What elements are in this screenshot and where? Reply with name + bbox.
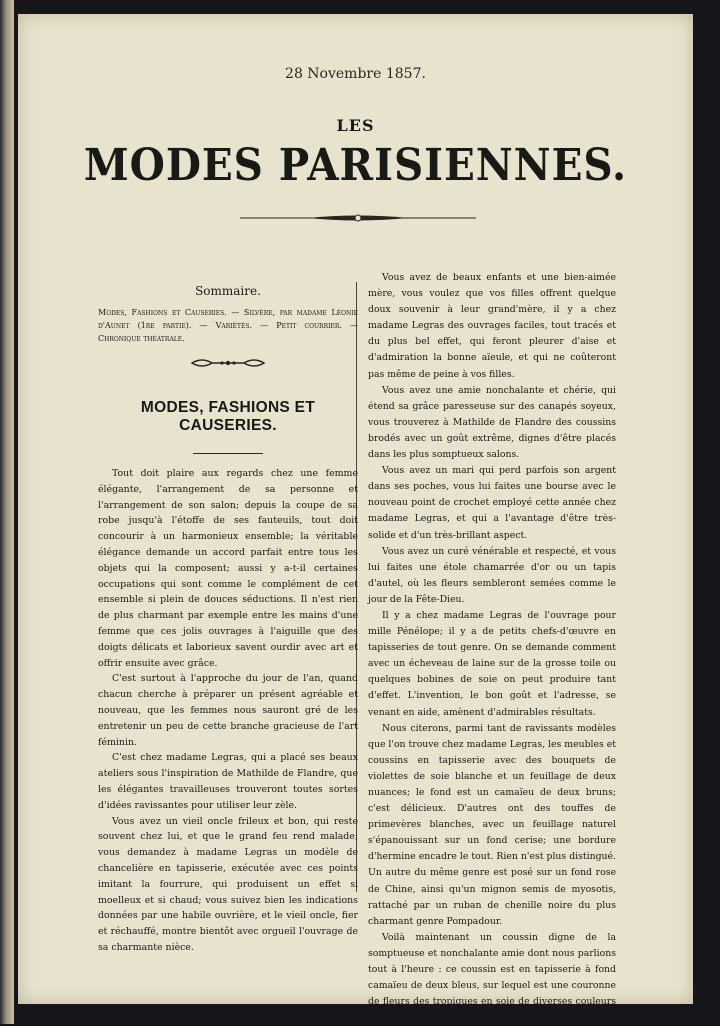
paragraph: Tout doit plaire aux regards chez une femme élégante, l'arrangement de sa personne et l'arrangement de son salon; depuis la coupe de sa robe jusqu'à l'étoffe de ses fauteuils, tout doit concourir à un harmonieux ensemble; la véritable élégance demande un accord parfait entre tous les objets qui la composent; aussi y a-t-il certaines occupations qui sont comme le complément de cet ensemble si plein de douces séductions. Il n'est rien de plus charmant par exemple entre les mains d'une femme que ces jolis ouvrages à l'aiguille que des doigts délicats et laborieux savent ourdir avec art et offrir ensuite avec grâce. (98, 468, 358, 669)
paragraph: C'est surtout à l'approche du jour de l'an, quand chacun cherche à préparer un présent agréable et nouveau, que les femmes nous sauront gré de les entretenir un peu de cette branche gracieuse de l'art féminin. (98, 673, 358, 748)
paragraph: C'est chez madame Legras, qui a placé ses beaux ateliers sous l'inspiration de Mathilde de Flandre, que les élégantes travailleuses trouveront toutes sortes d'idées ravissantes pour utiliser leur zèle. (98, 752, 358, 811)
masthead-title: MODES PARISIENNES. (83, 140, 628, 191)
paragraph: Voilà maintenant un coussin digne de la somptueuse et nonchalante amie dont nous parlions tout à l'heure : ce coussin est en tapisserie à fond camaïeu de deux bleus, sur lequel est une couronne de fleurs des tropiques en soie de diverses couleurs ; au milieu des fleurs (368, 931, 616, 1024)
sommaire-heading: Sommaire. (195, 284, 261, 298)
section-title: MODES, FASHIONS ET CAUSERIES. (140, 399, 316, 434)
paragraph: Il y a chez madame Legras de l'ouvrage pour mille Pénélope; il y a de petits chefs-d'œuvre en tapisseries de tout genre. On se demande comment avec un écheveau de laine sur de la grosse toile ou quelques bobines de soie on peut produire tant d'effet. L'invention, le bon goût et l'adresse, se venant en aide, amènent d'admirables résultats. (368, 609, 616, 718)
right-column (368, 270, 616, 1026)
left-column (98, 284, 358, 956)
issue-date: 28 Novembre 1857. (285, 66, 426, 82)
section-rule (193, 453, 263, 454)
left-article-body (98, 466, 358, 956)
paragraph: Vous avez un curé vénérable et respecté, et vous lui faites une étole chamarrée d'or ou un tapis d'autel, où les fleurs sembleront semées comme le jour de la Fête-Dieu. (368, 545, 616, 605)
section-ornament (188, 357, 268, 369)
paragraph: Vous avez un vieil oncle frileux et bon, qui reste souvent chez lui, et que le grand feu rend malade; vous demandez à madame Legras un modèle de chancelière en tapisserie, exécutée avec ces points imitant la fourrure, qui produisent un effet si moelleux et si chaud; vous suivez bien les indications données par une habile ouvrière, et le vieil oncle, fier et réchauffé, montre bientôt avec orgueil l'ouvrage de sa charmante nièce. (98, 815, 358, 953)
masthead-pre-title: LES (336, 116, 375, 135)
sommaire-contents: Modes, Fashions et Causeries. — Silvère, par madame Léonie d'Aunet (1re partie). — Variétés. — Petit courrier. — Chronique théatrale. (98, 308, 358, 343)
newspaper-page (18, 14, 693, 1024)
paragraph: Nous citerons, parmi tant de ravissants modèles que l'on trouve chez madame Legras, les meubles et coussins en tapisserie avec des bouquets de violettes de soie blanche et un feuillage de deux nuances; le fond est un camaïeu de deux bruns; c'est délicieux. D'autres ont des touffes de primevères blanches, avec un feuillage naturel s'épanouissant sur un fond cerise; une bordure d'hermine encadre le tout. Rien n'est plus distingué. Un autre du même genre est posé sur un fond rose de Chine, ainsi qu'un mignon semis de myosotis, rattaché par un ruban de chenille noire du plus charmant genre Pompadour. (368, 722, 616, 927)
binding-edge (0, 0, 14, 1024)
title-ornament-rule (238, 212, 478, 224)
paragraph: Vous avez un mari qui perd parfois son argent dans ses poches, vous lui faites une bourse avec le nouveau point de crochet employé cette année chez madame Legras, et qui a l'avantage d'être très-solide et d'un très-brillant aspect. (368, 465, 616, 541)
paragraph: Vous avez de beaux enfants et une bien-aimée mère, vous voulez que vos filles offrent quelque doux souvenir à leur grand'mère, il y a chez madame Legras des ouvrages faciles, tout tracés et du plus bel effet, qui feront pleurer d'aise et d'admiration la bonne aïeule, et qui ne coûteront pas même de peine à vos filles. (368, 272, 616, 380)
paragraph: Vous avez une amie nonchalante et chérie, qui étend sa grâce paresseuse sur des canapés soyeux, vous trouverez à Mathilde de Flandre des coussins brodés avec un goût extrême, dignes d'être placés dans les plus somptueux salons. (368, 384, 616, 461)
